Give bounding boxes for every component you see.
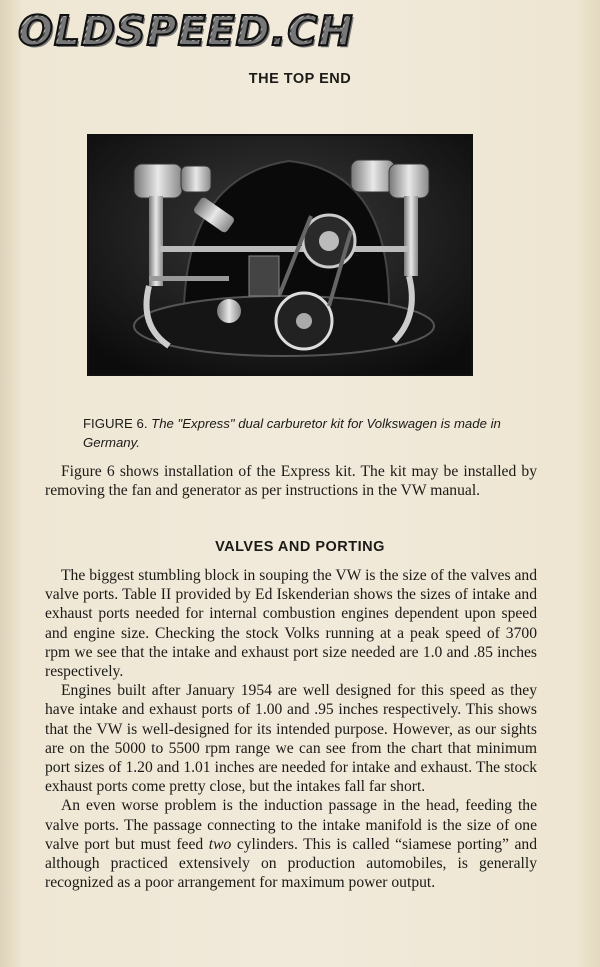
section-body	[45, 566, 537, 892]
figure-6-photo	[87, 134, 473, 376]
paragraph-4-part-1: An even worse problem is the induction passage in the head, feeding the valve ports. The passage connecting to the intake manifold is the size of one valve port but must feed	[45, 797, 537, 853]
paragraph-figure-reference	[45, 462, 537, 500]
paragraph-1: Figure 6 shows installation of the Express kit. The kit may be installed by removing the fan and generator as per instructions in the VW manual.	[45, 463, 537, 500]
section-heading: VALVES AND PORTING	[215, 539, 385, 555]
site-logo: OLDSPEED.CH	[18, 8, 542, 54]
running-head: THE TOP END	[248, 71, 352, 87]
paragraph-2: The biggest stumbling block in souping the VW is the size of the valves and valve ports. Table II provided by Ed Iskenderian shows the sizes of intake and exhaust ports needed for internal combustion engines dependent upon speed and engine size. Checking the stock Volks running at a peak speed of 3700 rpm we see that the intake and exhaust port size needed are 1.0 and .85 inches respectively.	[45, 567, 537, 681]
paragraph-4	[45, 796, 537, 892]
engine-photo-illustration	[89, 136, 471, 374]
paragraph-3: Engines built after January 1954 are well designed for this speed as they have intake and exhaust ports of 1.00 and .95 inches respectively. This shows that the VW is well-designed for its intended purpose. However, as our sights are on the 5000 to 5500 rpm range we can see from the chart that minimum port sizes of 1.20 and 1.01 inches are needed for intake and exhaust. The stock exhaust ports come pretty close, but the intakes fall far short.	[45, 682, 537, 796]
paragraph-4-part-2: cylinders. This is called “siamese porting” and although practiced extensively on production automobiles, is generally recognized as a poor arrangement for maximum power output.	[45, 835, 538, 892]
caption-text: The "Express" dual carburetor kit for Volkswagen is made in Germany.	[83, 416, 501, 450]
caption-label: FIGURE 6.	[83, 416, 148, 431]
paragraph-4-emphasis: two	[208, 835, 232, 853]
figure-caption	[83, 414, 503, 452]
